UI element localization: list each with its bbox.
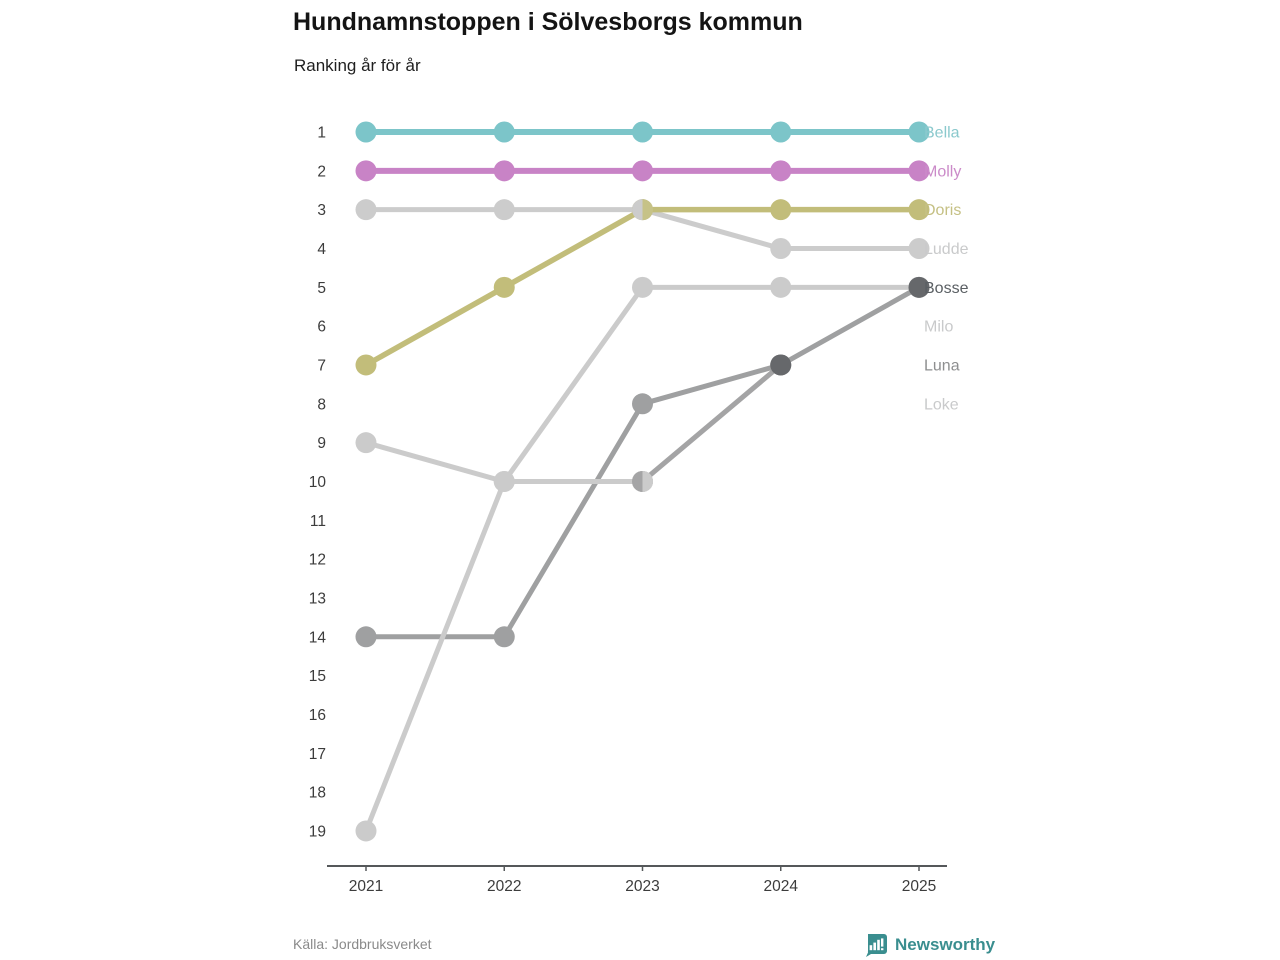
rank-label-8: 8 (317, 396, 326, 414)
newsworthy-logo-text: Newsworthy (895, 935, 996, 954)
x-tick-label-2024: 2024 (763, 878, 798, 895)
series-dot-doris-2024 (770, 199, 791, 220)
series-dot-milo-2024 (770, 277, 791, 298)
x-tick-label-2021: 2021 (348, 878, 384, 895)
newsworthy-logo-icon (864, 933, 888, 957)
series-dot-molly-2023 (632, 160, 653, 181)
series-dot-bella-2023 (632, 122, 653, 143)
series-line-bosse (366, 287, 919, 636)
rank-label-1: 1 (317, 124, 326, 142)
series-dot-ludde-2022 (494, 199, 515, 220)
rank-label-2: 2 (317, 163, 326, 181)
rank-label-15: 15 (308, 668, 326, 686)
newsworthy-logo (864, 933, 995, 957)
rank-label-14: 14 (308, 629, 326, 647)
series-label-luna: Luna (924, 357, 960, 375)
series-label-doris: Doris (924, 202, 962, 220)
series-label-bella: Bella (924, 124, 960, 142)
rank-label-13: 13 (308, 590, 326, 608)
tie-dot-2023-rank3-right (643, 199, 654, 220)
rank-label-17: 17 (308, 745, 326, 763)
rank-label-6: 6 (317, 318, 326, 336)
rank-label-16: 16 (308, 706, 326, 724)
rank-label-10: 10 (308, 473, 326, 491)
rank-label-12: 12 (308, 551, 326, 569)
series-dot-doris-2021 (356, 354, 377, 375)
series-dot-loke-2021 (356, 432, 377, 453)
series-dot-molly-2024 (770, 160, 791, 181)
x-tick-label-2022: 2022 (487, 878, 522, 895)
series-dot-ludde-2021 (356, 199, 377, 220)
rank-label-11: 11 (309, 512, 326, 530)
source-note: Källa: Jordbruksverket (293, 936, 432, 952)
page-title: Hundnamnstoppen i Sölvesborgs kommun (293, 8, 803, 36)
series-dot-bosse-2022 (494, 626, 515, 647)
series-dot-molly-2022 (494, 160, 515, 181)
series-label-bosse: Bosse (924, 279, 969, 297)
rank-label-4: 4 (317, 240, 326, 258)
series-dot-loke-2022 (494, 471, 515, 492)
rank-label-9: 9 (317, 435, 326, 453)
chart-subtitle: Ranking år för år (294, 56, 421, 75)
series-dot-bosse-2023 (632, 393, 653, 414)
series-dot-bosse-2021 (356, 626, 377, 647)
series-dot-ludde-2024 (770, 238, 791, 259)
rank-label-5: 5 (317, 279, 326, 297)
series-label-ludde: Ludde (924, 240, 969, 258)
series-line-milo (366, 287, 919, 831)
rank-label-19: 19 (308, 823, 326, 841)
tie-dot-2024-rank7 (770, 354, 791, 375)
series-dot-bella-2022 (494, 122, 515, 143)
rank-label-3: 3 (317, 202, 326, 220)
series-dot-molly-2021 (356, 160, 377, 181)
x-tick-label-2023: 2023 (625, 878, 660, 895)
rank-label-18: 18 (308, 784, 326, 802)
series-label-milo: Milo (924, 318, 954, 336)
series-dot-bella-2024 (770, 122, 791, 143)
series-dot-milo-2023 (632, 277, 653, 298)
tie-dot-2023-rank10-left (632, 471, 643, 492)
series-label-loke: Loke (924, 396, 959, 414)
series-dot-milo-2021 (356, 820, 377, 841)
rank-label-7: 7 (317, 357, 326, 375)
x-tick-label-2025: 2025 (901, 878, 937, 895)
series-label-molly: Molly (924, 163, 962, 181)
series-dot-doris-2022 (494, 277, 515, 298)
series-dot-bella-2021 (356, 122, 377, 143)
